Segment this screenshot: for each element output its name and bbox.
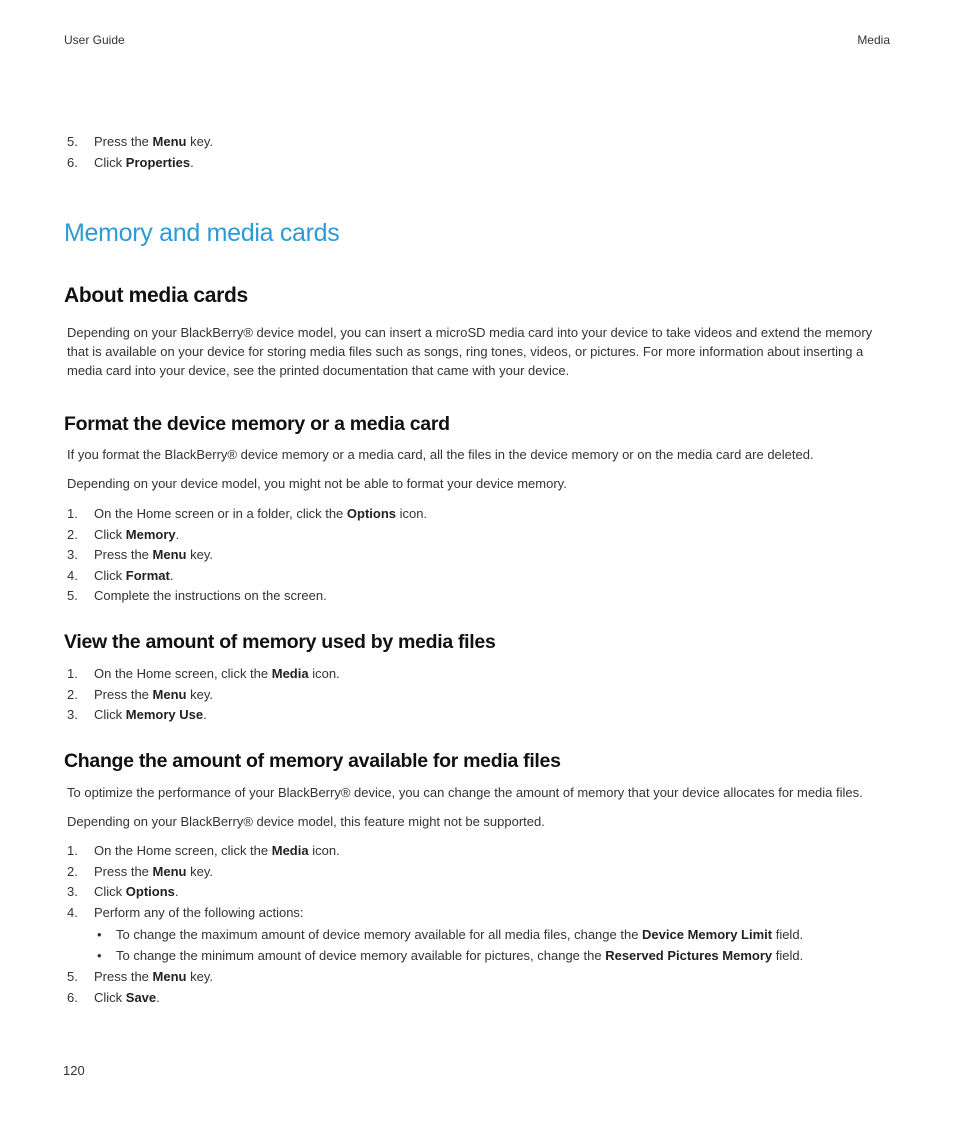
step-number: 2.	[67, 686, 78, 702]
list-item: 2. Press the Menu key.	[64, 862, 890, 883]
list-item: 1. On the Home screen, click the Media icon.	[64, 664, 890, 685]
step-number: 3.	[67, 884, 78, 900]
view-steps	[64, 664, 890, 726]
section-heading-about: About media cards	[64, 284, 248, 307]
list-item: 5. Complete the instructions on the screen.	[64, 586, 890, 607]
step-number: 6.	[67, 154, 78, 170]
step-number: 3.	[67, 707, 78, 723]
page-number: 120	[63, 1063, 85, 1078]
list-item: 3. Click Memory Use.	[64, 705, 890, 726]
list-item: 6. Click Properties.	[64, 153, 890, 174]
change-bullets	[64, 924, 890, 966]
about-paragraph: Depending on your BlackBerry® device model, you can insert a microSD media card into your device to take videos and extend the memory that is available on your device for storing media files such as songs, ring tones, videos, or pictures. For more information about inserting a media card into your device, see the printed documentation that came with your device.	[67, 325, 873, 378]
change-steps-b	[64, 967, 890, 1008]
list-item: 1. On the Home screen, click the Media icon.	[64, 841, 890, 862]
list-item: 1. On the Home screen or in a folder, click the Options icon.	[64, 504, 890, 525]
list-item: 4. Click Format.	[64, 566, 890, 587]
format-paragraph-2: Depending on your device model, you might not be able to format your device memory.	[67, 476, 567, 491]
step-number: 5.	[67, 588, 78, 604]
section-heading-view: View the amount of memory used by media files	[64, 631, 496, 653]
format-paragraph-1: If you format the BlackBerry® device memory or a media card, all the files in the device memory or on the media card are deleted.	[67, 447, 814, 462]
section-heading-format: Format the device memory or a media card	[64, 413, 450, 435]
step-number: 5.	[67, 969, 78, 984]
list-item: 3. Click Options.	[64, 882, 890, 903]
list-item: 3. Press the Menu key.	[64, 545, 890, 566]
step-number: 3.	[67, 547, 78, 563]
step-number: 6.	[67, 989, 78, 1005]
bullet-dot: •	[97, 927, 102, 942]
chapter-title: Memory and media cards	[64, 219, 340, 247]
running-header-right: Media	[857, 33, 890, 47]
step-number: 2.	[67, 526, 78, 542]
list-item: 5. Press the Menu key.	[64, 967, 890, 988]
list-item: 4. Perform any of the following actions:	[64, 903, 890, 924]
step-number: 1.	[67, 506, 78, 521]
bullet-item: • To change the minimum amount of device memory available for pictures, change the Reserved Pictures Memory field.	[64, 945, 890, 966]
format-steps	[64, 504, 890, 607]
change-steps-a	[64, 841, 890, 923]
running-header-left: User Guide	[64, 33, 125, 47]
section-heading-change: Change the amount of memory available for media files	[64, 750, 561, 772]
bullet-item: • To change the maximum amount of device memory available for all media files, change the Device Memory Limit field.	[64, 924, 890, 945]
step-number: 4.	[67, 567, 78, 583]
change-paragraph-1: To optimize the performance of your BlackBerry® device, you can change the amount of memory that your device allocates for media files.	[67, 785, 863, 800]
list-item: 6. Click Save.	[64, 988, 890, 1009]
list-item: 5. Press the Menu key.	[64, 132, 890, 153]
step-number: 1.	[67, 843, 78, 858]
step-number: 2.	[67, 863, 78, 879]
intro-steps	[64, 132, 890, 173]
step-number: 4.	[67, 904, 78, 920]
bullet-dot: •	[97, 948, 102, 963]
step-number: 1.	[67, 666, 78, 681]
list-item: 2. Click Memory.	[64, 525, 890, 546]
list-item: 2. Press the Menu key.	[64, 685, 890, 706]
change-paragraph-2: Depending on your BlackBerry® device model, this feature might not be supported.	[67, 814, 545, 829]
step-number: 5.	[67, 134, 78, 149]
